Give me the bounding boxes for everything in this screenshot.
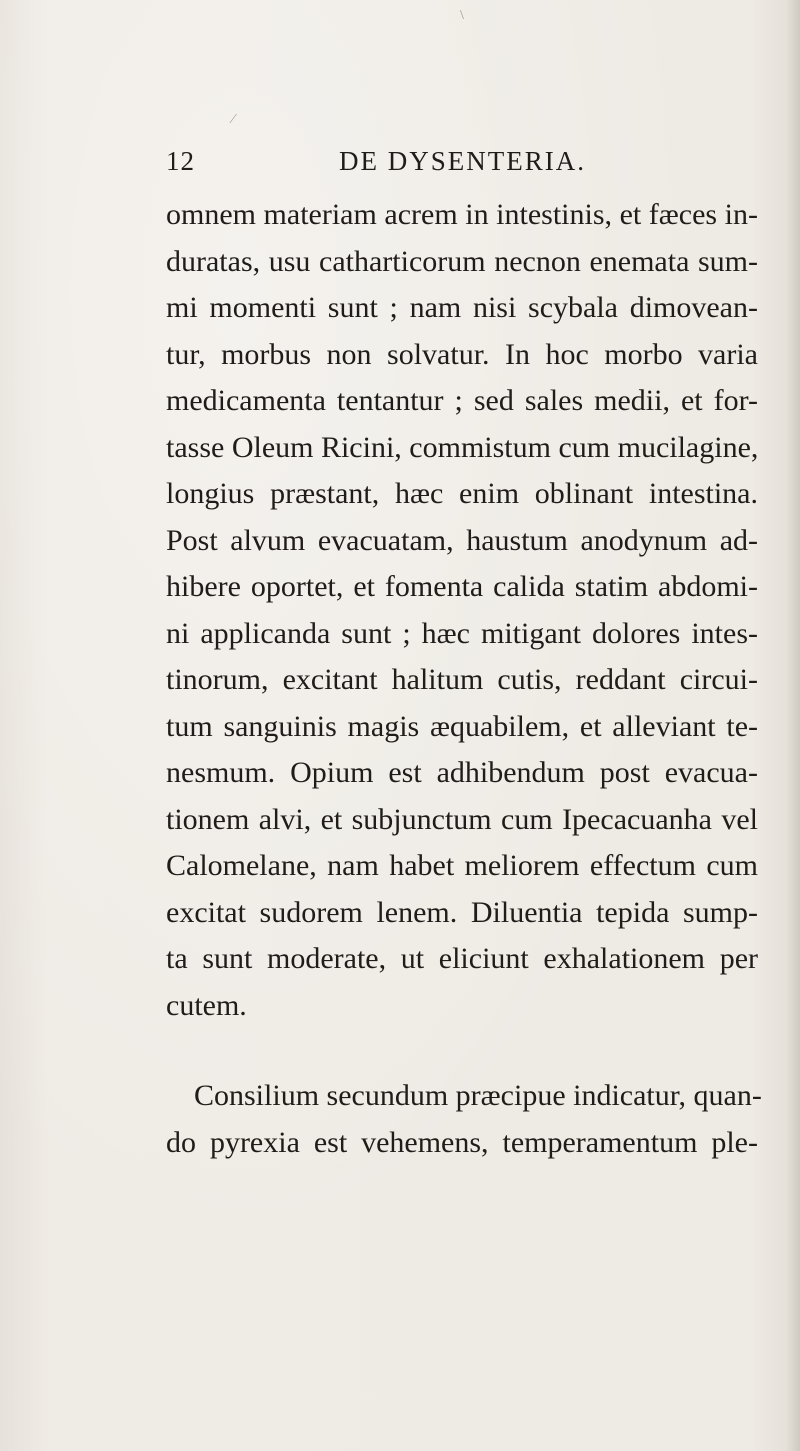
text-line: tur, morbus non solvatur. In hoc morbo varia: [166, 337, 758, 371]
text-line: ni applicanda sunt ; hæc mitigant dolores intes-: [166, 616, 758, 650]
text-line: ta sunt moderate, ut eliciunt exhalationem per: [166, 942, 758, 975]
paragraph-gap: [166, 1029, 758, 1073]
body-text: [166, 192, 762, 1166]
paragraph-1: [166, 192, 758, 1029]
stray-mark: \: [460, 8, 464, 23]
page-number: 12: [166, 146, 195, 176]
running-title: DE DYSENTERIA.: [339, 146, 586, 176]
text-line: Consilium secundum præcipue indicatur, quan-: [194, 1079, 762, 1112]
paragraph-2: [166, 1073, 762, 1166]
text-line: longius præstant, hæc enim oblinant intestina.: [166, 477, 758, 510]
text-line: tasse Oleum Ricini, commistum cum mucilagine,: [166, 430, 759, 464]
text-line: medicamenta tentantur ; sed sales medii, et for-: [166, 384, 758, 417]
text-line: tinorum, excitant halitum cutis, reddant circui-: [166, 663, 758, 696]
text-line: do pyrexia est vehemens, temperamentum ple-: [166, 1125, 758, 1159]
text-line: mi momenti sunt ; nam nisi scybala dimovean-: [166, 291, 758, 324]
stray-mark: ⁄: [232, 112, 235, 127]
text-line: Post alvum evacuatam, haustum anodynum ad-: [166, 523, 758, 557]
text-line: excitat sudorem lenem. Diluentia tepida sump-: [166, 895, 758, 929]
running-head: [166, 146, 756, 180]
text-line: Calomelane, nam habet meliorem effectum cum: [166, 849, 758, 882]
text-line: tionem alvi, et subjunctum cum Ipecacuanha vel: [166, 802, 758, 836]
text-line: nesmum. Opium est adhibendum post evacua-: [166, 756, 758, 789]
text-line: omnem materiam acrem in intestinis, et fæces in-: [166, 198, 758, 231]
text-line: tum sanguinis magis æquabilem, et alleviant te-: [166, 709, 758, 743]
page-edge-shadow: [786, 0, 800, 1451]
text-line: cutem.: [166, 988, 247, 1022]
text-line: hibere oportet, et fomenta calida statim abdomi-: [166, 570, 758, 603]
text-line: duratas, usu catharticorum necnon enemata sum-: [166, 244, 758, 278]
